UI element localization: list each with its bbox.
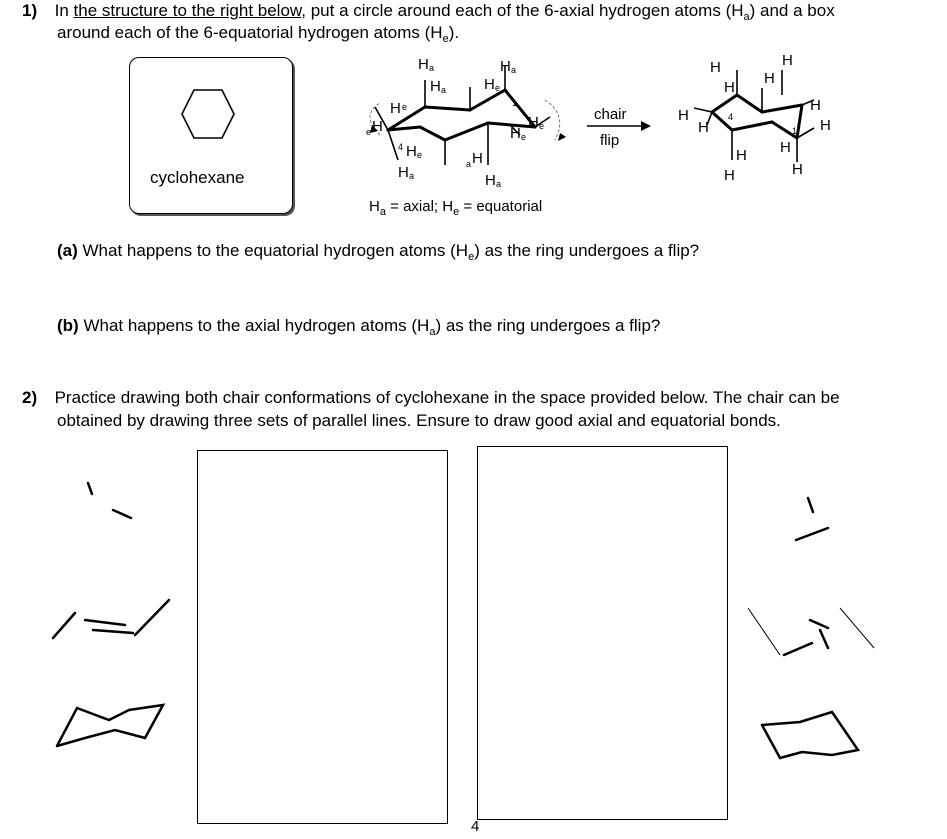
h-equatorial-2: H <box>390 100 401 117</box>
question-1-line2-text: around each of the 6-equatorial hydrogen atoms (H <box>57 23 443 42</box>
h-axial-3-sub: a <box>511 65 517 75</box>
fh-3: H <box>724 79 735 96</box>
question-1-text-end: ) and a box <box>749 1 835 20</box>
fh-9: H <box>780 139 791 156</box>
legend-mid: = axial; H <box>385 198 454 215</box>
h-axial-3: H <box>500 58 511 75</box>
h-axial-1-sub: a <box>429 63 435 73</box>
h-equatorial-3: H <box>372 118 383 135</box>
fh-12: H <box>792 161 803 178</box>
fh-10: H <box>736 147 747 164</box>
legend-h-a: H <box>369 198 380 215</box>
question-1a-end: ) as the ring undergoes a flip? <box>474 241 700 260</box>
h-equatorial-6-sub: e <box>521 132 527 142</box>
question-1-number: 1) <box>22 1 38 20</box>
question-1b-text: What happens to the axial hydrogen atoms (H <box>83 316 430 335</box>
fh-2: H <box>710 59 721 76</box>
question-1b-sub: a <box>429 326 436 338</box>
fc1-label: 1 <box>792 126 798 136</box>
fh-6: H <box>698 119 709 136</box>
c1-label: 1 <box>512 98 518 108</box>
h-e-prefix: e <box>366 127 372 137</box>
fh-5: H <box>678 107 689 124</box>
h-equatorial-4-sub: e <box>417 150 423 160</box>
h-equatorial-4: H <box>406 143 417 160</box>
h-equatorial-5: H <box>528 114 539 131</box>
question-1-line-2 <box>57 21 459 47</box>
h-axial-1: H <box>418 56 429 73</box>
question-1b-end: ) as the ring undergoes a flip? <box>435 316 661 335</box>
question-1-line2-end: ). <box>448 23 460 42</box>
h-equatorial-5-sub: e <box>539 121 545 131</box>
question-2-number: 2) <box>22 388 38 407</box>
legend-end: = equatorial <box>459 198 543 215</box>
c4-label: 4 <box>398 142 404 152</box>
h-equatorial-6: H <box>510 125 521 142</box>
page-marker: 4 <box>471 818 480 835</box>
h-equatorial-1-sub: e <box>495 83 501 93</box>
drawing-box-left[interactable] <box>197 450 448 824</box>
legend <box>369 198 543 218</box>
fh-1: H <box>782 52 793 69</box>
question-1b-label: (b) <box>57 316 79 335</box>
h-a-prefix: a <box>466 159 472 169</box>
flip-arrow-icon <box>585 118 655 134</box>
h-axial-2: H <box>430 78 441 95</box>
equatorial-subscript: e <box>442 33 449 45</box>
h-axial-6: H <box>485 172 496 189</box>
fh-11: H <box>724 167 735 184</box>
question-1a-sub: e <box>468 251 475 263</box>
h-axial-4-sub: a <box>409 171 415 181</box>
legend-e-sub: e <box>453 206 460 218</box>
fh-8: H <box>820 117 831 134</box>
chair-label: chair <box>594 106 627 123</box>
hexagon-icon <box>180 88 236 140</box>
chair-drawing-guide-left <box>45 480 180 760</box>
question-2-line-1 <box>22 386 840 409</box>
chair-drawing-guide-right <box>740 490 890 770</box>
question-1-text-start: In <box>54 1 69 20</box>
chair-conformation-flipped <box>672 50 837 190</box>
structure-reference: the structure to the right below <box>73 1 302 20</box>
fh-7: H <box>810 97 821 114</box>
question-1a-text: What happens to the equatorial hydrogen atoms (H <box>82 241 469 260</box>
question-2-line-2: obtained by drawing three sets of parallel lines. Ensure to draw good axial and equatorial bonds. <box>57 411 781 430</box>
legend-a-sub: a <box>379 206 386 218</box>
h-equatorial-2-sub: e <box>402 102 408 112</box>
h-axial-4: H <box>398 164 409 181</box>
h-equatorial-1: H <box>484 76 495 93</box>
question-1a-label: (a) <box>57 241 78 260</box>
fc4-label: 4 <box>728 112 734 122</box>
fh-4: H <box>764 70 775 87</box>
axial-subscript: a <box>743 11 750 23</box>
chair-conformation-labeled <box>350 55 580 190</box>
cyclohexane-label: cyclohexane <box>150 168 245 187</box>
h-axial-6-sub: a <box>496 179 502 189</box>
flip-label: flip <box>600 132 620 149</box>
drawing-box-right[interactable] <box>477 446 728 820</box>
question-1b <box>57 314 660 340</box>
question-2-text-1: Practice drawing both chair conformations of cyclohexane in the space provided below. The chair can be <box>54 388 840 407</box>
question-1a <box>57 239 699 265</box>
question-1-text: , put a circle around each of the 6-axial hydrogen atoms (H <box>301 1 744 20</box>
h-axial-2-sub: a <box>441 85 447 95</box>
h-axial-5: H <box>472 150 483 167</box>
